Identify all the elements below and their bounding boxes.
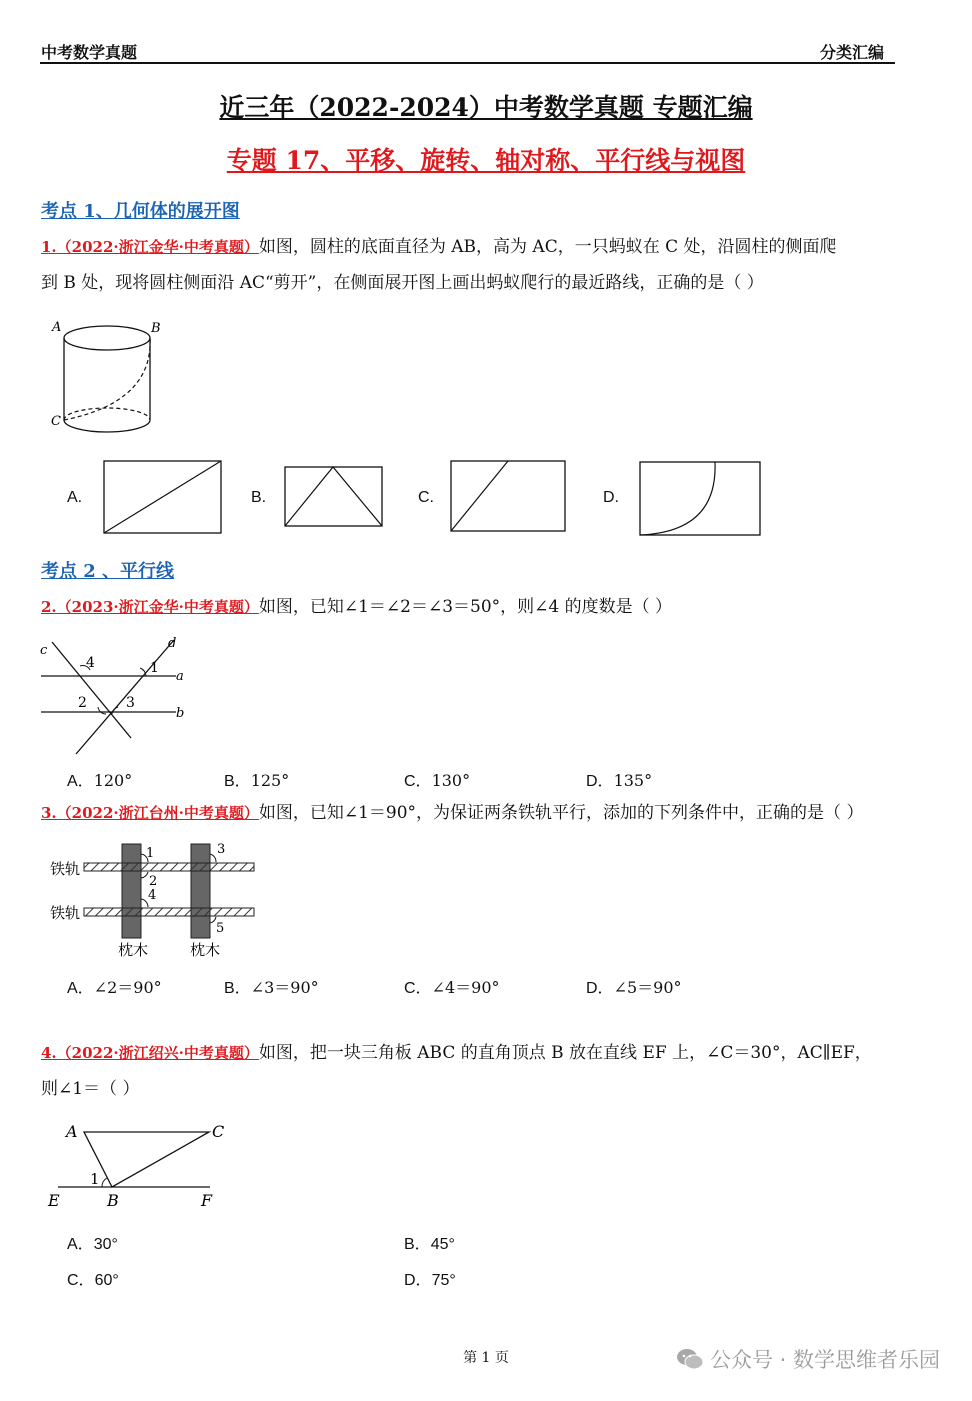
header-right: 分类汇编 [819,43,884,62]
label-1: 1 [150,660,159,676]
question-source: 4.（2022·浙江绍兴·中考真题） [41,1044,259,1062]
option-b-figure [284,466,384,528]
option-d[interactable]: D．135° [586,771,653,790]
label-b: B [107,1191,119,1210]
question-text-cont: 则∠1＝（ ） [41,1079,140,1099]
option-a[interactable]: A．30° [67,1236,118,1253]
angle-4-label: 4 [148,888,157,903]
question-text: 如图，圆柱的底面直径为 AB，高为 AC，一只蚂蚁在 C 处，沿圆柱的侧面爬 [258,237,837,257]
rail-label: 铁轨 [50,860,81,878]
label-a: A [52,320,62,335]
section-heading: 考点 1、几何体的展开图 [41,201,240,222]
option-c[interactable]: C．∠4＝90° [404,978,500,997]
label-b: B [151,321,161,336]
option-b[interactable]: B．∠3＝90° [224,978,319,997]
label-4: 4 [86,655,95,671]
angle-1-label: 1 [146,846,155,861]
section-heading: 考点 2 、平行线 [41,561,175,582]
question-source: 2.（2023·浙江金华·中考真题） [41,598,259,616]
page-number: 第 1 页 [463,1350,509,1366]
question-3 [41,795,901,831]
question-text: 如图，已知∠1＝∠2＝∠3＝50°，则∠4 的度数是（ ） [258,597,673,617]
question-text: 如图，把一块三角板 ABC 的直角顶点 B 放在直线 EF 上，∠C＝30°，AC∥EF， [258,1043,872,1063]
option-c[interactable]: C．130° [404,771,471,790]
option-c[interactable]: C. [418,489,434,506]
option-b[interactable]: B. [251,489,267,506]
question-2 [41,589,901,625]
question-text-cont: 到 B 处，现将圆柱侧面沿 AC“剪开”，在侧面展开图上画出蚂蚁爬行的最近路线，正确的是（ ） [41,273,764,293]
option-d[interactable]: D．∠5＝90° [586,978,682,997]
question-1 [41,229,901,301]
label-f: F [201,1191,213,1210]
label-2: 2 [78,695,87,711]
label-a: A [66,1122,78,1141]
label-a: a [176,669,184,684]
angle-2-label: 2 [149,874,158,889]
sleeper-label: 枕木 [190,941,221,959]
cylinder-figure [40,315,170,435]
option-d[interactable]: D．75° [404,1272,456,1289]
header-left: 中考数学真题 [41,43,138,62]
sleeper-label: 枕木 [118,941,149,959]
angle-1-label: 1 [90,1170,100,1188]
option-a-figure [103,460,223,535]
question-source: 1.（2022·浙江金华·中考真题） [41,238,259,256]
option-d-figure [639,461,762,537]
watermark-text: 公众号 · 数学思维者乐园 [709,1348,940,1372]
option-c[interactable]: C．60° [67,1272,119,1289]
page-title: 近三年（2022-2024）中考数学真题 专题汇编 [219,93,753,122]
parallel-lines-figure [36,630,196,758]
option-d[interactable]: D. [603,489,619,506]
option-a[interactable]: A．∠2＝90° [67,978,162,997]
topic-title: 专题 17、平移、旋转、轴对称、平行线与视图 [226,146,746,175]
option-b[interactable]: B．125° [224,771,290,790]
label-b: b [176,706,185,721]
angle-5-label: 5 [216,921,225,936]
angle-3-label: 3 [217,842,226,857]
label-c: c [40,643,48,658]
wechat-icon [676,1347,704,1371]
option-c-figure [450,460,567,532]
label-d: d [168,636,177,651]
question-text: 如图，已知∠1＝90°，为保证两条铁轨平行，添加的下列条件中，正确的是（ ） [258,803,864,823]
railway-figure [44,838,264,963]
label-3: 3 [126,695,135,711]
question-4 [41,1035,901,1107]
label-e: E [48,1191,60,1210]
label-c: C [51,414,61,429]
label-c: C [212,1122,225,1141]
triangle-figure [44,1118,244,1216]
question-source: 3.（2022·浙江台州·中考真题） [41,804,259,822]
header-divider [40,62,895,64]
option-b[interactable]: B．45° [404,1236,455,1253]
rail-label: 铁轨 [50,904,81,922]
option-a[interactable]: A. [67,489,83,506]
option-a[interactable]: A．120° [67,771,133,790]
watermark [676,1344,940,1374]
